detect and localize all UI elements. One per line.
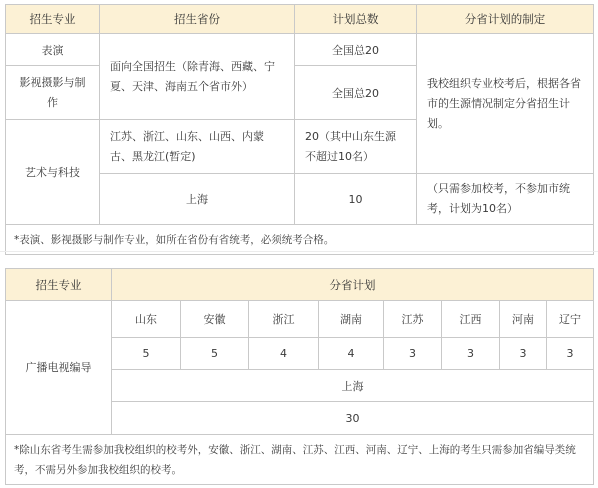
plan-shanghai: 30 (112, 402, 594, 435)
plan-jiangsu: 3 (384, 338, 442, 370)
footnote-1: *表演、影视摄影与制作专业，如所在省份有省统考，必须统考合格。 (6, 225, 594, 255)
admission-table-2 (5, 268, 594, 485)
plan-acting: 全国总20 (295, 34, 417, 66)
province-jiangsu: 江苏 (384, 301, 442, 338)
art-plan: 20（其中山东生源不超过10名） (295, 120, 417, 174)
province-jiangxi: 江西 (442, 301, 500, 338)
major-acting: 表演 (6, 34, 100, 66)
province-liaoning: 辽宁 (547, 301, 594, 338)
header-provinces: 招生省份 (100, 5, 295, 34)
national-provinces: 面向全国招生（除青海、西藏、宁夏、天津、海南五个省市外） (100, 34, 295, 120)
admission-table-1 (5, 4, 594, 255)
plan-film-photography: 全国总20 (295, 66, 417, 120)
plan-shandong: 5 (112, 338, 181, 370)
header-major-2: 招生专业 (6, 269, 112, 301)
major-film-photography: 影视摄影与制作 (6, 66, 100, 120)
header-plan-method: 分省计划的制定 (417, 5, 594, 34)
province-shandong: 山东 (112, 301, 181, 338)
plan-method-note: 我校组织专业校考后，根据各省市的生源情况制定分省招生计划。 (417, 34, 594, 174)
plan-anhui: 5 (181, 338, 249, 370)
plan-zhejiang: 4 (249, 338, 319, 370)
section-divider (0, 251, 598, 252)
major-broadcast-directing: 广播电视编导 (6, 301, 112, 435)
art-shanghai-plan: 10 (295, 174, 417, 225)
plan-henan: 3 (500, 338, 547, 370)
header-major: 招生专业 (6, 5, 100, 34)
province-shanghai: 上海 (112, 370, 594, 402)
art-provinces: 江苏、浙江、山东、山西、内蒙古、黑龙江(暂定) (100, 120, 295, 174)
province-hunan: 湖南 (319, 301, 384, 338)
major-art-tech: 艺术与科技 (6, 120, 100, 225)
art-shanghai: 上海 (100, 174, 295, 225)
footnote-2: *除山东省考生需参加我校组织的校考外，安徽、浙江、湖南、江苏、江西、河南、辽宁、上海的考生只需参加省编导类统考，不需另外参加我校组织的校考。 (6, 435, 594, 485)
province-zhejiang: 浙江 (249, 301, 319, 338)
plan-liaoning: 3 (547, 338, 594, 370)
province-anhui: 安徽 (181, 301, 249, 338)
header-plan-total: 计划总数 (295, 5, 417, 34)
header-plan-by-province: 分省计划 (112, 269, 594, 301)
province-henan: 河南 (500, 301, 547, 338)
plan-jiangxi: 3 (442, 338, 500, 370)
art-shanghai-note: （只需参加校考，不参加市统考，计划为10名） (417, 174, 594, 225)
plan-hunan: 4 (319, 338, 384, 370)
